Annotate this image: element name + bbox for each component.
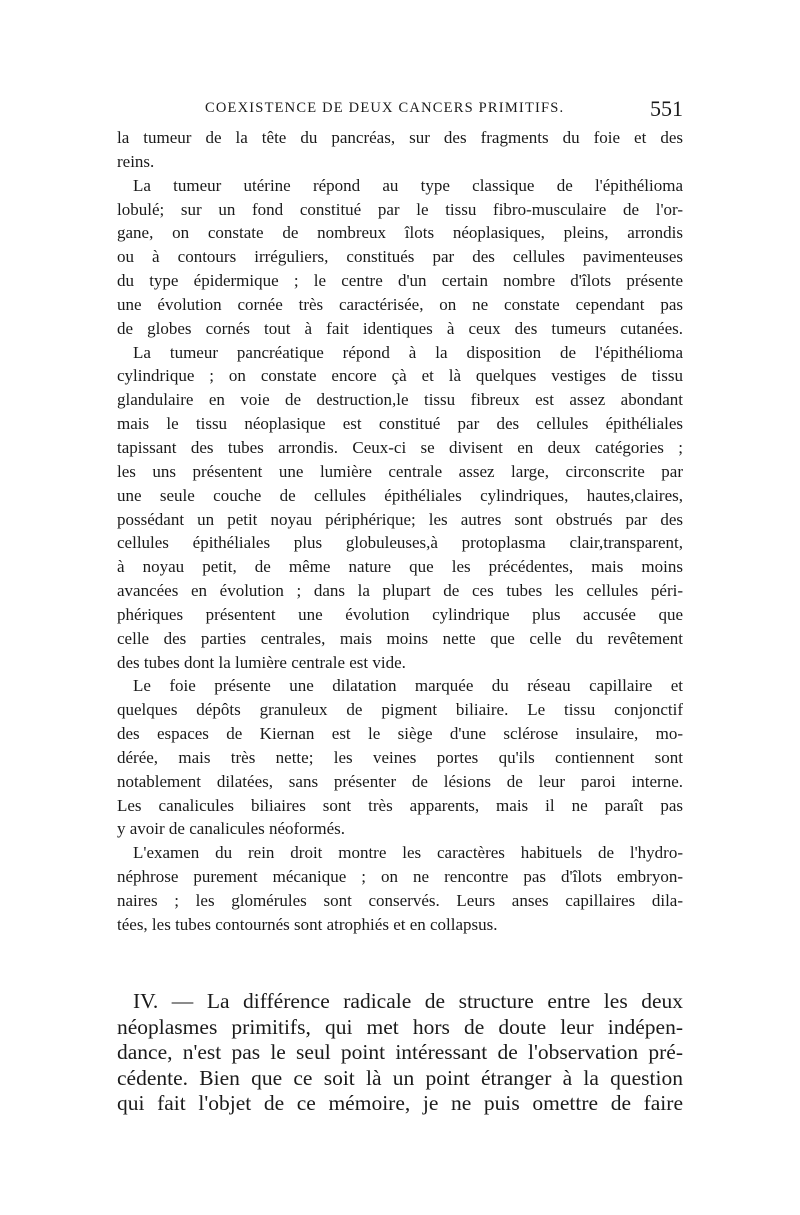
section-line: néoplasmes primitifs, qui met hors de doute leur indépen- <box>117 1014 683 1039</box>
text-line: gane, on constate de nombreux îlots néoplasiques, pleins, arrondis <box>117 223 683 243</box>
text-line: cellules épithéliales plus globuleuses,à protoplasma clair,transparent, <box>117 533 683 553</box>
text-line: tées, les tubes contournés sont atrophiés et en collapsus. <box>117 914 498 934</box>
text-line: possédant un petit noyau périphérique; les autres sont obstrués par des <box>117 509 683 529</box>
text-line: ou à contours irréguliers, constitués par des cellules pavimenteuses <box>117 247 683 267</box>
text-line: les uns présentent une lumière centrale assez large, circonscrite par <box>117 461 683 481</box>
text-line: avancées en évolution ; dans la plupart de ces tubes les cellules péri- <box>117 581 683 601</box>
text-line: à noyau petit, de même nature que les précédentes, mais moins <box>117 557 683 577</box>
text-line: Les canalicules biliaires sont très apparents, mais il ne paraît pas <box>117 795 683 815</box>
text-line: tapissant des tubes arrondis. Ceux-ci se divisent en deux catégories ; <box>117 437 683 457</box>
text-line: naires ; les glomérules sont conservés. Leurs anses capillaires dila- <box>117 891 683 910</box>
text-line: une évolution cornée très caractérisée, on ne constate cependant pas <box>117 294 683 314</box>
text-line: des tubes dont la lumière centrale est vide. <box>117 652 406 672</box>
section-line: dance, n'est pas le seul point intéressant de l'observation pré- <box>117 1040 683 1064</box>
text-line: la tumeur de la tête du pancréas, sur des fragments du foie et des <box>117 128 683 147</box>
text-line: du type épidermique ; le centre d'un certain nombre d'îlots présente <box>117 271 683 291</box>
section-line: IV. — La différence radicale de structure entre les deux <box>133 989 683 1013</box>
text-line: y avoir de canalicules néoformés. <box>117 819 345 839</box>
text-line: dérée, mais très nette; les veines portes qu'ils contiennent sont <box>117 747 683 767</box>
text-line: néphrose purement mécanique ; on ne rencontre pas d'îlots embryon- <box>117 867 683 887</box>
text-line: notablement dilatées, sans présenter de lésions de leur paroi interne. <box>117 771 683 791</box>
text-line: La tumeur utérine répond au type classique de l'épithélioma <box>133 175 683 195</box>
running-head <box>117 96 683 124</box>
text-line: Le foie présente une dilatation marquée du réseau capillaire et <box>133 676 683 696</box>
section-line: cédente. Bien que ce soit là un point étranger à la question <box>117 1065 683 1090</box>
text-line: phériques présentent une évolution cylindrique plus accusée que <box>117 604 683 624</box>
text-line: une seule couche de cellules épithéliales cylindriques, hautes,claires, <box>117 485 683 505</box>
section-iv-text <box>117 989 683 1117</box>
text-line: des espaces de Kiernan est le siège d'une sclérose insulaire, mo- <box>117 724 683 744</box>
page-number: 551 <box>650 96 683 121</box>
text-line: glandulaire en voie de destruction,le tissu fibreux est assez abondant <box>117 390 683 410</box>
text-line: L'examen du rein droit montre les caractères habituels de l'hydro- <box>133 843 683 863</box>
text-line: celle des parties centrales, mais moins nette que celle du revêtement <box>117 628 683 648</box>
text-line: cylindrique ; on constate encore çà et là quelques vestiges de tissu <box>117 366 683 386</box>
body-text <box>117 126 683 937</box>
running-title: COEXISTENCE DE DEUX CANCERS PRIMITIFS. <box>205 100 565 116</box>
text-line: reins. <box>117 151 155 171</box>
text-line: La tumeur pancréatique répond à la disposition de l'épithélioma <box>133 342 683 362</box>
text-line: lobulé; sur un fond constitué par le tissu fibro-musculaire de l'or- <box>117 199 683 219</box>
text-line: quelques dépôts granuleux de pigment biliaire. Le tissu conjonctif <box>117 700 683 720</box>
section-line: qui fait l'objet de ce mémoire, je ne puis omettre de faire <box>117 1091 683 1115</box>
text-line: mais le tissu néoplasique est constitué par des cellules épithéliales <box>117 414 683 434</box>
text-line: de globes cornés tout à fait identiques à ceux des tumeurs cutanées. <box>117 318 683 338</box>
